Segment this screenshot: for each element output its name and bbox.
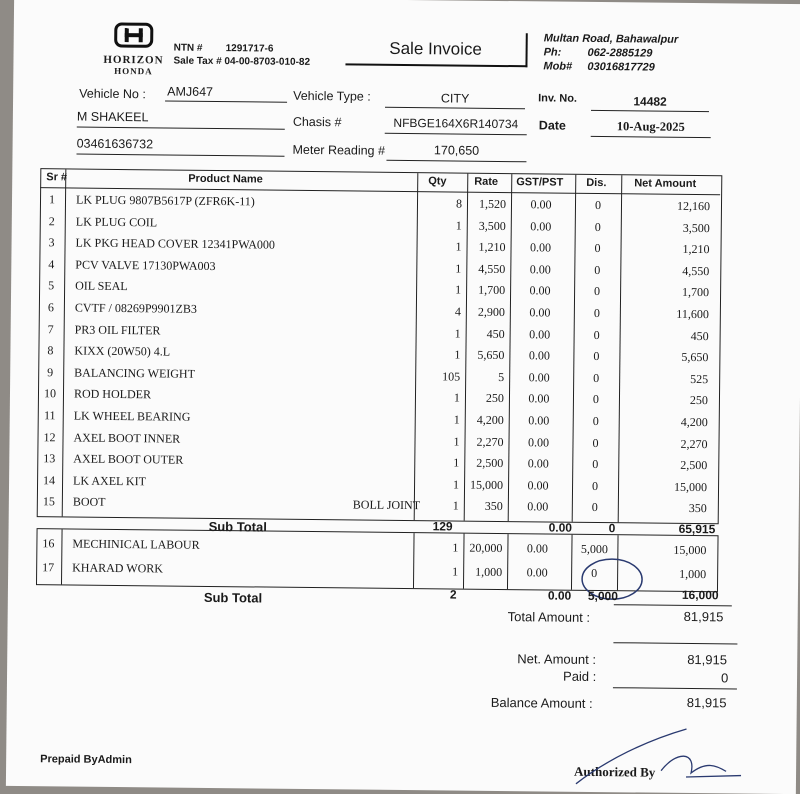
cell-dis: 0 <box>592 435 599 450</box>
cell-gst: 0.00 <box>527 434 550 450</box>
cell-dis: 0 <box>591 500 598 515</box>
cell-dis: 0 <box>594 262 601 277</box>
cell-qty: 4 <box>454 304 461 319</box>
logo-text-honda: HONDA <box>114 65 153 77</box>
cell-gst: 0.00 <box>530 197 552 212</box>
ntn-label: NTN # <box>173 42 203 54</box>
cell-dis: 0 <box>594 197 602 213</box>
labour-subtotal-dis: 5,000 <box>587 588 619 604</box>
date-value: 10-Aug-2025 <box>591 119 711 138</box>
cell-gst: 0.00 <box>528 413 550 428</box>
cell-qty: 1 <box>453 390 461 405</box>
cell-rate: 1,210 <box>478 239 506 255</box>
header-gst: GST/PST <box>516 176 564 189</box>
cell-product: BALANCING WEIGHT <box>74 365 196 381</box>
header-sr: Sr # <box>46 171 68 184</box>
cell-product: MECHINICAL LABOUR <box>72 536 200 552</box>
cell-sr: 11 <box>43 408 56 423</box>
cell-sr: 3 <box>48 235 55 250</box>
cell-net: 450 <box>690 328 709 343</box>
phone-label: Ph: <box>543 46 562 59</box>
cell-product: AXEL BOOT OUTER <box>73 451 184 467</box>
total-amount-label: Total Amount : <box>507 609 591 625</box>
net-amount-label: Net. Amount : <box>517 651 597 668</box>
cell-gst: 0.00 <box>529 305 551 320</box>
vehicle-type-value: CITY <box>385 91 525 109</box>
labour-subtotal-qty: 2 <box>449 587 457 602</box>
cell-net: 15,000 <box>673 479 708 494</box>
cell-rate: 2,900 <box>477 304 505 320</box>
cell-product: LK PKG HEAD COVER 12341PWA000 <box>75 235 275 252</box>
header-net: Net Amount <box>634 177 697 191</box>
cell-product: PCV VALVE 17130PWA003 <box>75 257 216 273</box>
cell-net: 4,200 <box>680 414 708 430</box>
cell-gst: 0.00 <box>527 478 549 493</box>
cell-rate: 350 <box>484 499 503 514</box>
honda-wing-icon <box>84 22 184 55</box>
cell-net: 5,650 <box>681 350 709 365</box>
cell-gst: 0.00 <box>527 499 549 514</box>
cell-net: 525 <box>690 371 709 386</box>
cell-qty: 1 <box>452 540 459 555</box>
cell-rate: 1,520 <box>478 196 507 212</box>
tax-info <box>173 42 310 69</box>
subtotal-gst: 0.00 <box>548 520 573 535</box>
paid-label: Paid : <box>562 668 597 685</box>
subtotal-net: 65,915 <box>678 521 716 537</box>
cell-gst: 0.00 <box>526 541 548 556</box>
cell-sr: 17 <box>42 560 55 575</box>
header-qty: Qty <box>428 175 447 188</box>
cell-sr: 9 <box>47 365 54 380</box>
cell-qty: 1 <box>452 477 460 492</box>
cell-rate: 450 <box>486 326 505 341</box>
cell-net: 11,600 <box>676 306 709 322</box>
cell-gst: 0.00 <box>529 240 552 255</box>
honda-logo <box>83 22 184 77</box>
labour-subtotal-gst: 0.00 <box>547 588 572 603</box>
cell-gst: 0.00 <box>529 262 551 277</box>
cell-dis: 0 <box>592 392 600 407</box>
cell-qty: 1 <box>455 261 462 276</box>
cell-qty: 1 <box>454 347 461 362</box>
cell-dis: 0 <box>591 478 599 493</box>
cell-product: AXEL BOOT INNER <box>73 430 181 446</box>
inv-no-value: 14482 <box>591 94 709 112</box>
cell-sr: 2 <box>48 213 55 228</box>
cell-product: OIL SEAL <box>75 278 128 294</box>
cell-sr: 7 <box>47 321 54 336</box>
cell-rate: 3,500 <box>478 218 506 233</box>
cell-qty: 8 <box>455 196 463 211</box>
cell-product: CVTF / 08269P9901ZB3 <box>74 300 197 316</box>
cell-net: 2,270 <box>680 436 708 451</box>
cell-net: 1,700 <box>682 285 710 300</box>
cell-rate: 5 <box>498 369 505 384</box>
cell-qty: 1 <box>453 455 460 470</box>
cell-product: LK WHEEL BEARING <box>73 408 191 424</box>
cell-net: 4,550 <box>682 263 710 278</box>
cell-gst: 0.00 <box>526 565 548 580</box>
meter-value: 170,650 <box>386 143 526 162</box>
cell-product: BOOT <box>72 494 106 510</box>
cell-net: 15,000 <box>673 542 707 558</box>
cell-dis: 0 <box>593 370 600 385</box>
balance-value: 81,915 <box>686 694 727 711</box>
cell-dis: 0 <box>594 284 601 299</box>
cell-rate: 250 <box>485 391 505 406</box>
cell-product: LK AXEL KIT <box>73 473 147 489</box>
cell-gst: 0.00 <box>527 456 549 471</box>
header-product: Product Name <box>188 172 263 186</box>
cell-product: LK PLUG 9807B5617P (ZFR6K-11) <box>75 192 255 209</box>
phone-value: 062-2885129 <box>587 46 653 60</box>
cell-net: 12,160 <box>676 198 711 214</box>
chasis-value: NFBGE164X6R140734 <box>385 116 527 135</box>
cell-gst: 0.00 <box>528 348 550 363</box>
cell-rate: 1,000 <box>475 564 503 580</box>
vehicle-type-label: Vehicle Type : <box>293 88 371 104</box>
date-label: Date <box>538 118 566 133</box>
cell-net: 2,500 <box>680 458 708 473</box>
balance-label: Balance Amount : <box>490 694 593 711</box>
signature <box>566 720 747 790</box>
cell-net: 350 <box>688 501 707 516</box>
logo-text-horizon: HORIZON <box>103 53 164 67</box>
cell-sr: 10 <box>43 386 57 401</box>
cell-dis: 0 <box>591 565 598 581</box>
cell-gst: 0.00 <box>528 370 550 385</box>
cell-note: BOLL JOINT <box>352 497 421 513</box>
cell-sr: 12 <box>43 429 56 444</box>
cell-qty: 105 <box>442 369 461 384</box>
cell-qty: 1 <box>455 218 462 233</box>
invoice-sheet <box>6 0 800 794</box>
cell-net: 3,500 <box>682 220 710 235</box>
paid-value: 0 <box>720 670 729 686</box>
cell-rate: 4,550 <box>478 261 506 276</box>
subtotal-dis: 0 <box>608 521 616 536</box>
cell-net: 250 <box>689 393 709 408</box>
cell-qty: 1 <box>455 282 462 297</box>
cell-sr: 5 <box>48 278 55 293</box>
cell-rate: 20,000 <box>469 540 503 556</box>
authorized-by: Authorized By <box>573 763 656 780</box>
cell-qty: 1 <box>453 412 460 427</box>
inv-no-label: Inv. No. <box>538 92 578 105</box>
labour-subtotal-net: 16,000 <box>681 587 719 603</box>
cell-rate: 1,700 <box>478 283 506 298</box>
cell-rate: 5,650 <box>477 347 505 363</box>
vehicle-no-value: AMJ647 <box>165 84 287 102</box>
cell-dis: 0 <box>593 349 600 364</box>
header-rate: Rate <box>474 175 499 188</box>
cell-product: ROD HOLDER <box>73 386 152 402</box>
cell-qty: 1 <box>452 564 459 579</box>
mobile-value: 03016817729 <box>587 60 655 74</box>
cell-dis: 0 <box>593 305 600 321</box>
cell-dis: 0 <box>592 457 599 472</box>
vehicle-no-label: Vehicle No : <box>79 86 146 102</box>
cell-net: 1,000 <box>679 566 707 582</box>
cell-dis: 0 <box>592 413 599 429</box>
cell-rate: 4,200 <box>476 412 504 428</box>
sales-tax: Sale Tax # 04-00-8703-010-82 <box>173 55 311 68</box>
chasis-label: Chasis # <box>292 114 342 130</box>
cell-gst: 0.00 <box>530 218 552 234</box>
cell-sr: 4 <box>48 257 55 272</box>
cell-qty: 1 <box>454 326 461 341</box>
mobile-label: Mob# <box>543 60 573 73</box>
cell-rate: 2,500 <box>476 455 504 471</box>
cell-gst: 0.00 <box>528 391 550 406</box>
cell-sr: 14 <box>43 473 56 488</box>
page-title: Sale Invoice <box>345 31 527 67</box>
cell-qty: 1 <box>455 239 462 254</box>
cell-product: LK PLUG COIL <box>75 214 158 229</box>
cell-product: KIXX (20W50) 4.L <box>74 343 171 359</box>
cell-gst: 0.00 <box>529 283 551 298</box>
cell-gst: 0.00 <box>529 326 551 342</box>
cell-dis: 0 <box>594 219 601 234</box>
cell-sr: 15 <box>42 494 55 509</box>
cell-sr: 1 <box>48 192 56 207</box>
cell-net: 1,210 <box>682 242 710 257</box>
customer-phone: 03461636732 <box>76 137 284 157</box>
cell-qty: 1 <box>452 498 459 513</box>
cell-dis: 0 <box>593 327 600 342</box>
cell-sr: 16 <box>42 536 55 551</box>
cell-product: KHARAD WORK <box>72 560 164 576</box>
total-amount-value: 81,915 <box>683 608 724 625</box>
labour-subtotal-label: Sub Total <box>203 589 263 606</box>
cell-rate: 2,270 <box>476 434 504 449</box>
company-address <box>543 31 678 74</box>
cell-dis: 5,000 <box>580 541 608 557</box>
net-amount-value: 81,915 <box>687 651 728 668</box>
cell-qty: 1 <box>453 434 460 449</box>
address-line: Multan Road, Bahawalpur <box>543 32 679 46</box>
customer-name: M SHAKEEL <box>77 110 285 130</box>
prepaid-by: Prepaid ByAdmin <box>40 753 132 767</box>
cell-sr: 13 <box>43 451 56 466</box>
meter-label: Meter Reading # <box>292 142 386 158</box>
header-dis: Dis. <box>586 176 607 190</box>
cell-product: PR3 OIL FILTER <box>74 322 161 338</box>
subtotal-label: Sub Total <box>208 518 267 535</box>
cell-sr: 8 <box>47 343 54 358</box>
cell-dis: 0 <box>594 241 601 256</box>
ntn-value: 1291717-6 <box>225 43 274 55</box>
subtotal-qty: 129 <box>432 519 453 534</box>
cell-sr: 6 <box>47 300 54 315</box>
cell-rate: 15,000 <box>469 477 504 492</box>
